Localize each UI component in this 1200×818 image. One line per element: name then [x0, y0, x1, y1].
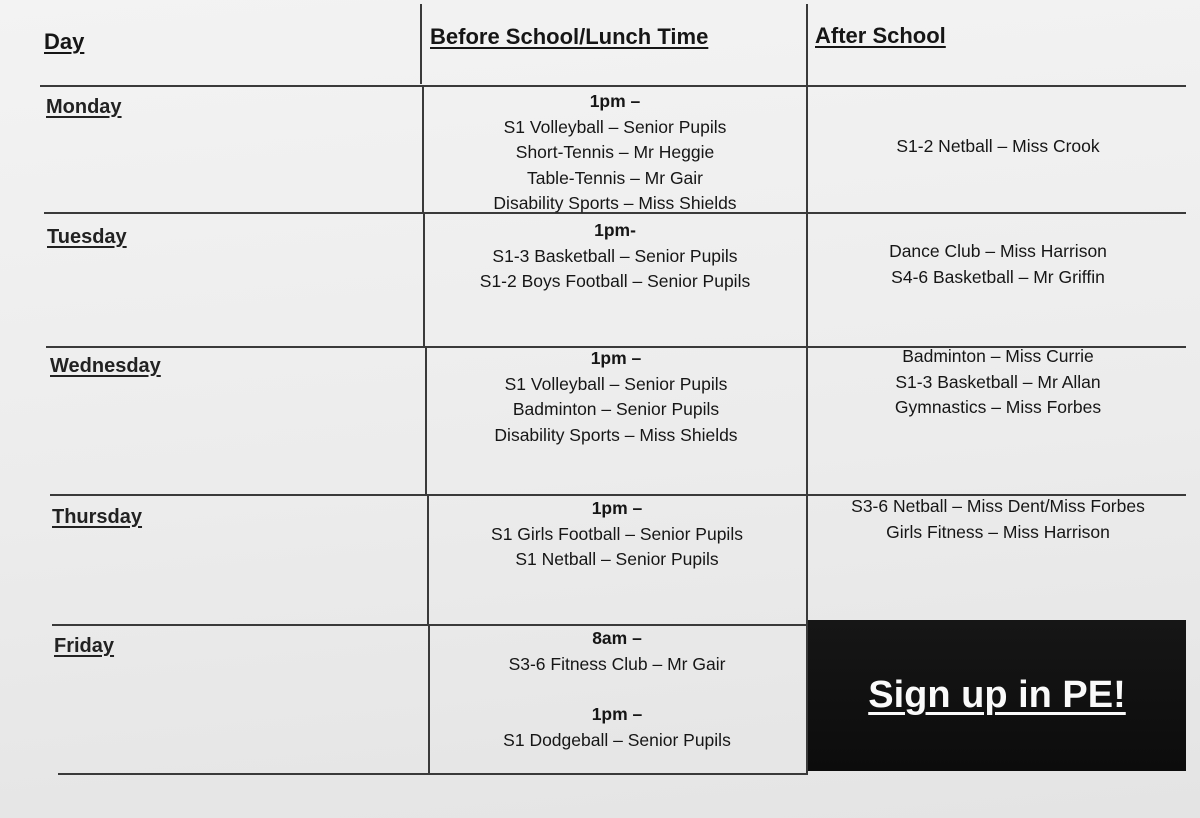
- day-tuesday: Tuesday: [47, 226, 127, 248]
- thursday-after-school: [808, 494, 1188, 545]
- header-before-school: Before School/Lunch Time: [430, 24, 709, 49]
- wednesday-before-school: [426, 346, 806, 448]
- day-monday: Monday: [46, 96, 122, 118]
- session-time: 1pm-: [594, 220, 636, 240]
- session-time: 8am –: [592, 628, 642, 648]
- column-divider: [420, 4, 422, 84]
- activity: S4-6 Basketball – Mr Griffin: [891, 266, 1105, 287]
- thursday-before-school: [428, 496, 806, 573]
- day-friday: Friday: [54, 635, 115, 657]
- wednesday-after-school: [808, 344, 1188, 421]
- header-day: Day: [44, 29, 85, 54]
- row-divider: [40, 85, 1186, 87]
- session-time: 1pm –: [591, 704, 643, 724]
- activity: S1-2 Boys Football – Senior Pupils: [479, 271, 751, 291]
- header-after-school: After School: [815, 23, 946, 48]
- signup-banner: [808, 620, 1186, 771]
- activity: S1 Girls Football – Senior Pupils: [491, 523, 743, 544]
- activity: Gymnastics – Miss Forbes: [894, 397, 1102, 417]
- activity: Disability Sports – Miss Shields: [493, 193, 737, 213]
- tuesday-before-school: [424, 218, 806, 295]
- activity: S1-3 Basketball – Senior Pupils: [492, 245, 738, 266]
- signup-text: Sign up in PE!: [868, 674, 1126, 716]
- session-time: 1pm –: [590, 348, 642, 368]
- monday-before-school: [424, 89, 806, 217]
- activity: Table-Tennis – Mr Gair: [526, 167, 704, 188]
- activity: S1-2 Netball – Miss Crook: [896, 136, 1100, 156]
- activity: Disability Sports – Miss Shields: [494, 424, 738, 445]
- activity: Short-Tennis – Mr Heggie: [515, 142, 715, 162]
- friday-before-school: [428, 626, 806, 753]
- activity: S1-3 Basketball – Mr Allan: [895, 371, 1101, 392]
- table-bottom-border: [58, 773, 808, 775]
- day-wednesday: Wednesday: [50, 355, 161, 377]
- activity: Dance Club – Miss Harrison: [889, 241, 1107, 261]
- activity: S1 Volleyball – Senior Pupils: [503, 116, 727, 137]
- activity: Girls Fitness – Miss Harrison: [886, 521, 1110, 542]
- monday-after-school: [808, 134, 1188, 160]
- activity: S3-6 Netball – Miss Dent/Miss Forbes: [851, 496, 1145, 516]
- activity: Badminton – Miss Currie: [902, 346, 1094, 366]
- day-thursday: Thursday: [52, 506, 143, 528]
- tuesday-after-school: [808, 239, 1188, 290]
- activity: S1 Dodgeball – Senior Pupils: [503, 729, 731, 750]
- session-time: 1pm –: [589, 91, 641, 111]
- activity: S1 Netball – Senior Pupils: [515, 549, 719, 569]
- activity: Badminton – Senior Pupils: [512, 399, 720, 419]
- activity: S1 Volleyball – Senior Pupils: [504, 373, 728, 394]
- activity: S3-6 Fitness Club – Mr Gair: [508, 653, 726, 674]
- session-time: 1pm –: [591, 498, 643, 518]
